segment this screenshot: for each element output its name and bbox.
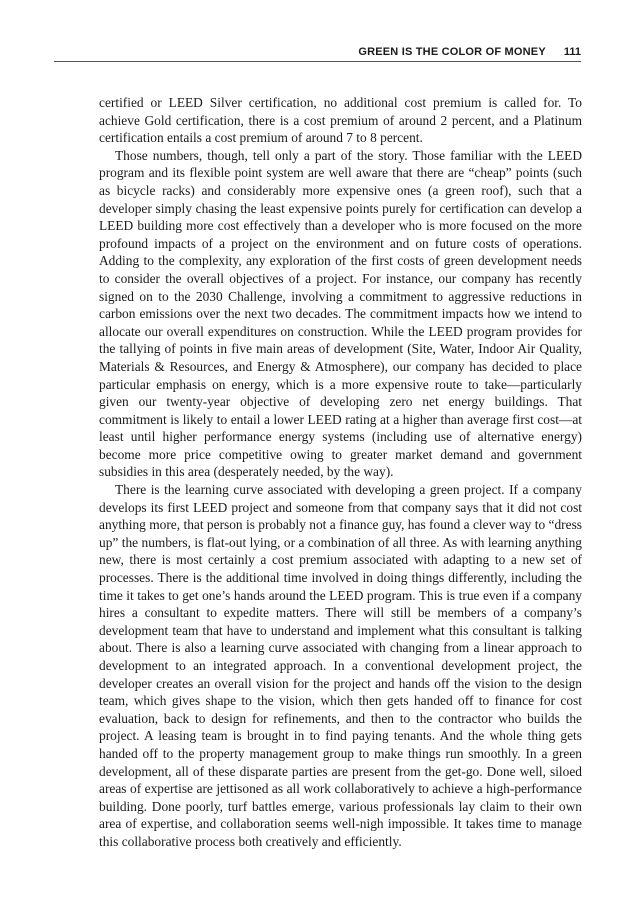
paragraph: Those numbers, though, tell only a part of the story. Those familiar with the LEED program and its flexible point system are well aware that there are “cheap” points (such as bicycle racks) and considerably more expensive ones (a green roof), such that a developer simply chasing the least expensive points purely for certification can develop a LEED building more cost effectively than a developer who is more focused on the more profound impacts of a project on the environment and on future costs of operations. Adding to the complexity, any exploration of the first costs of green development needs to consider the overall objectives of a project. For instance, our company has recently signed on to the 2030 Challenge, involving a commitment to aggressive reductions in carbon emissions over the next two decades. The commitment impacts how we intend to allocate our overall expenditures on construction. While the LEED program provides for the tallying of points in five main areas of development (Site, Water, Indoor Air Quality, Materials & Resources, and Energy & Atmosphere), our company has decided to place particular emphasis on energy, which is a more expensive route to take—particularly given our twenty-year objective of developing zero net energy buildings. That commitment is likely to entail a lower LEED rating at a higher than average first cost—at least until higher performance energy systems (including use of alternative energy) become more price competitive owing to greater market demand and government subsidies in this area (desperately needed, by the way). [99,147,582,480]
running-title: GREEN IS THE COLOR OF MONEY [358,46,546,58]
body-text [99,94,582,851]
paragraph: There is the learning curve associated with developing a green project. If a company develops its first LEED project and someone from that company says that it did not cost anything more, that person is probably not a finance guy, has found a clever way to “dress up” the numbers, is flat-out lying, or a combination of all three. As with learning anything new, there is most certainly a cost premium associated with adapting to a new set of processes. There is the additional time involved in doing things differently, including the time it takes to get one’s hands around the LEED program. This is true even if a company hires a consultant to expedite matters. There will still be members of a company’s development team that have to understand and implement what this consultant is talking about. There is also a learning curve associated with changing from a linear approach to development to an integrated approach. In a conventional development project, the developer creates an overall vision for the project and hands off the vision to the design team, which gives shape to the vision, which then gets handed off to finance for cost evaluation, back to design for refinements, and then to the contractor who builds the project. A leasing team is brought in to find paying tenants. And the whole thing gets handed off to the property management group to make things run smoothly. In a green development, all of these disparate parties are present from the get-go. Done well, siloed areas of expertise are jettisoned as all work collaboratively to achieve a high-performance building. Done poorly, turf battles emerge, various professionals lay claim to their own area of expertise, and collaboration seems well-nigh impossible. It takes time to manage this collaborative process both creatively and efficiently. [99,482,582,849]
paragraph: certified or LEED Silver certification, no additional cost premium is called for. To achieve Gold certification, there is a cost premium of around 2 percent, and a Platinum certification entails a cost premium of around 7 to 8 percent. [99,95,582,146]
page-number: 111 [563,46,581,58]
running-header [54,42,581,62]
